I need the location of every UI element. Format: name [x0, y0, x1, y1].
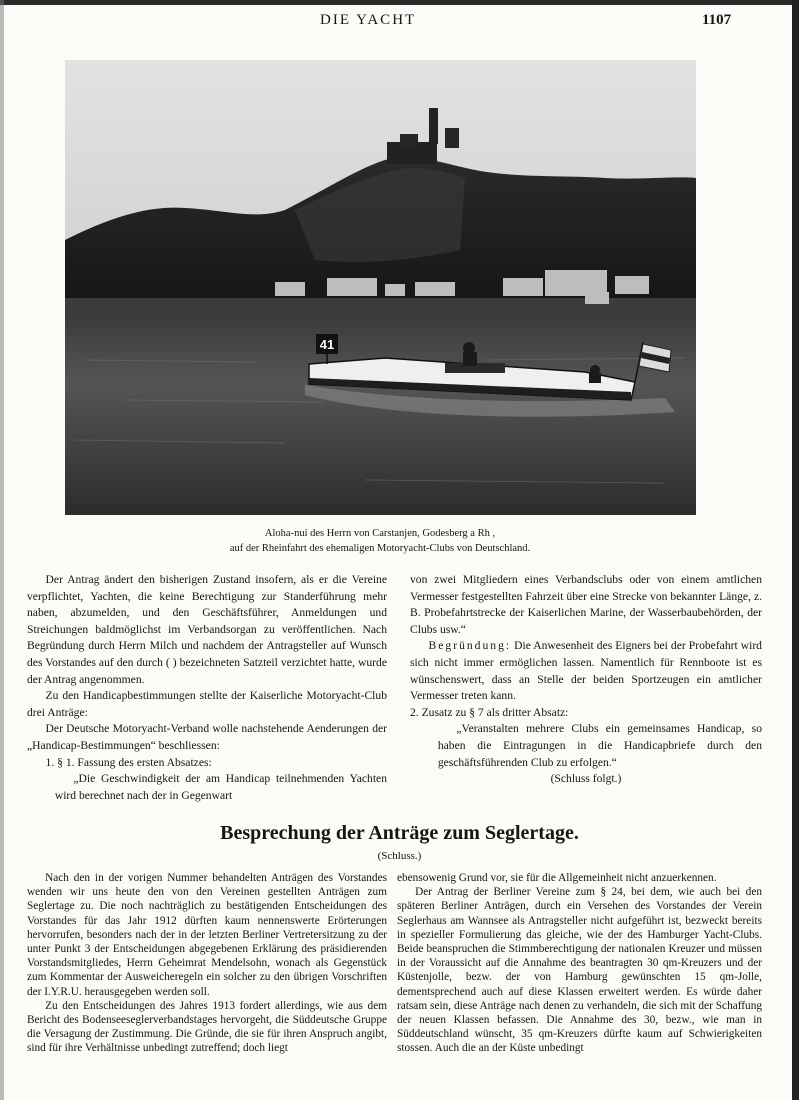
upper-right-column: [410, 572, 762, 788]
scan-edge-left: [0, 0, 4, 1100]
paragraph: Der Antrag ändert den bisherigen Zustand insofern, als er die Vereine verpflichtet, Yachten, die keine Berechtigung zur Standerführung mehr naben, abzumelden, und den Geschäftsführer, Anmeldungen und Streichungen baldmöglichst im Verbandsorgan zu veröffentlichen. Nach Begründung durch Herrn Milch und nachdem der Antragsteller auf Wunsch des Vorstandes auf den durch ( ) bezeichneten Satzteil verzichtet hatte, wurde der Antrag angenommen.: [27, 573, 387, 686]
paragraph: Der Antrag der Berliner Vereine zum § 24, bei dem, wie auch bei den späteren Berliner Anträgen, durch ein Versehen des Vorstandes der Verein Seglerhaus am Wannsee als Antragsteller nicht aufgeführt ist, bezweckt bereits in spezieller Formulierung das gleiche, wie der des Hamburger Yacht-Clubs. Beide beanspruchen die Stimmberechtigung der nationalen Kreuzer und müssen in der Voraussicht auf die Annahme des beantragten 30 qm-Kreuzers und der Küstenjolle, bezw. der von Hamburg gewünschten 15 qm-Jolle, dementsprechend auch auf diese Klassen erweitert werden. Es würde daher ratsam sein, diese Anträge nach denen zu verhandeln, die sich mit der Schaffung der neuen Klassen befassen. Die Annahme des 30, bezw., wie man in Süddeutschland wünscht, 35 qm-Kreuzers dürfte kaum auf Schwierigkeiten stossen. Auch die an der Küste unbedingt: [397, 886, 762, 1055]
photo-motoryacht-rhine: [65, 60, 696, 515]
list-item: 2. Zusatz zu § 7 als dritter Absatz:: [410, 705, 569, 719]
caption-line-2: auf der Rheinfahrt des ehemaligen Motoryacht-Clubs von Deutschland.: [229, 543, 531, 554]
caption-line-1: Aloha-nui des Herrn von Carstanjen, Godesberg a Rh ,: [264, 528, 496, 539]
quote: „Die Geschwindigkeit der am Handicap teilnehmenden Yachten wird berechnet nach der in Gegenwart: [54, 772, 387, 802]
lower-right-column: [397, 871, 762, 1056]
closing-note: (Schluss folgt.): [550, 772, 622, 786]
paragraph: Nach den in der vorigen Nummer behandelten Anträgen des Vorstandes wenden wir uns heute den von den Vereinen gestellten Anträgen zum Seglertage zu. Die noch nachträglich zu bestätigenden Entscheidungen des Vorstandes für das Jahr 1912 dürften kaum nennenswerte Erörterungen hervorrufen, besonders nach der in der letzten Berliner Vertretersitzung zu der unter Punkt 3 der Entscheidungen abgegebenen Erklärung des präsidierenden Vorstandsmitgliedes, Herrn Geheimrat Mendelsohn, wonach als Gegenstück zum Kommentar der Ausweicheregeln ein solcher zu den übrigen Vorschriften der I.Y.R.U. herausgegeben werden soll.: [27, 872, 387, 998]
paragraph: ebensowenig Grund vor, sie für die Allgemeinheit nicht anzuerkennen.: [397, 872, 717, 884]
lower-left-column: [27, 871, 387, 1056]
upper-left-column: [27, 572, 387, 804]
quote: „Veranstalten mehrere Clubs ein gemeinsames Handicap, so haben die Eintragungen in die Handicapbriefe durch den geschäftsführenden Club zu erfolgen.“: [437, 722, 762, 769]
paragraph: Der Deutsche Motoryacht-Verband wolle nachstehende Aenderungen der „Handicap-Bestimmungen“ beschliessen:: [27, 722, 387, 752]
reason-label: Begründung:: [428, 639, 512, 653]
page-number: 1107: [702, 12, 732, 28]
reason-text: Die Anwesenheit des Eigners bei der Probefahrt wird sich nicht immer ermöglichen lassen. Namentlich für Rennboote ist es wünschenswert, dass an Stelle der beiden Sportzeugen ein amtlicher Vermesser treten kann.: [410, 639, 762, 703]
paragraph: Zu den Handicapbestimmungen stellte der Kaiserliche Motoryacht-Club drei Anträge:: [27, 689, 387, 719]
paragraph: Zu den Entscheidungen des Jahres 1913 fordert allerdings, wie aus dem Bericht des Bodenseeseglerverbandstages hervorgeht, die Süddeutsche Gruppe die Versagung der Zustimmung. Die Gründe, die sie für ihren Anspruch angibt, sind für ihre Verhältnisse unbedingt zutreffend; doch liegt: [27, 999, 387, 1055]
article-title: Besprechung der Anträge zum Seglertage.: [220, 822, 579, 844]
boat-number: 41: [319, 337, 335, 352]
paragraph: [410, 638, 762, 704]
paragraph: von zwei Mitgliedern eines Verbandsclubs oder von einem amtlichen Vermesser festgestellten Fahrzeit über eine Strecke von bekannter Länge, z. B. Probefahrtstrecke der Kaiserlichen Marine, der Wasserbaubehörden, der Clubs usw.“: [410, 573, 762, 636]
scan-edge-top: [0, 0, 799, 5]
article-subtitle: (Schluss.): [377, 850, 422, 862]
figure-caption: [120, 526, 640, 556]
running-title: DIE YACHT: [320, 12, 417, 28]
list-item: 1. § 1. Fassung des ersten Absatzes:: [45, 755, 212, 769]
scan-edge-right: [792, 0, 799, 1100]
